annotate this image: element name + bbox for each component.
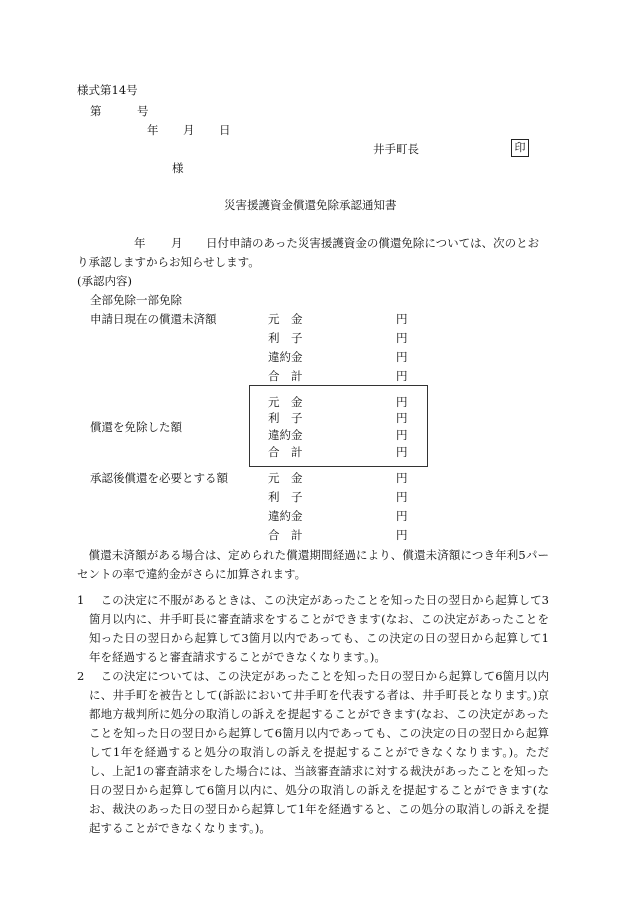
row-label: 違約金 (268, 350, 303, 364)
row-label: 元 金 (268, 471, 303, 485)
row-unit: 円 (396, 509, 408, 523)
row-label: 違約金 (268, 509, 303, 523)
row-label: 元 金 (268, 312, 303, 326)
group-label-outstanding: 申請日現在の償還未済額 (90, 312, 217, 326)
note-text: この決定については、この決定があったことを知った日の翌日から起算して6箇月以内に、井手町を被告として(訴訟において井手町を代表する者は、井手町長となります。)京都地方裁判所に処分の取消しの訴えを提起することができます(なお、この決定があったことを知った日の翌日から起算して6箇月以内であっても、この決定の日の翌日から起算して1年を経過すると処分の取消しの訴えを提起することができなくなります。)。ただし、上記1の審査請求をした場合には、当該審査請求に対する裁決があったことを知った日の翌日から起算して6箇月以内に、処分の取消しの訴えを提起することができます(なお、裁決のあった日の翌日から起算して1年を経過すると、この処分の取消しの訴えを提起することができなくなります。)。 (89, 669, 549, 835)
date-month: 月 (183, 123, 195, 137)
row-label: 利 子 (268, 490, 303, 504)
row-unit: 円 (396, 411, 408, 425)
doc-number-prefix: 第 (90, 104, 102, 118)
row-unit: 円 (396, 369, 408, 383)
row-label: 元 金 (268, 395, 303, 409)
seal-mark: 印 (511, 139, 529, 157)
row-label: 合 計 (268, 445, 303, 459)
row-unit: 円 (396, 395, 408, 409)
date-year: 年 (147, 123, 159, 137)
row-label: 合 計 (268, 528, 303, 542)
note-number: 1 (77, 593, 85, 607)
row-unit: 円 (396, 312, 408, 326)
row-unit: 円 (396, 331, 408, 345)
sender-name: 井手町長 (373, 142, 419, 156)
intro-year: 年 (134, 236, 146, 250)
row-label: 合 計 (268, 369, 303, 383)
intro-line-2: り承認しますからお知らせします。 (77, 255, 260, 269)
intro-month: 月 (171, 236, 183, 250)
doc-number-suffix: 号 (137, 104, 149, 118)
row-unit: 円 (396, 445, 408, 459)
row-unit: 円 (396, 350, 408, 364)
section-header: (承認内容) (77, 274, 132, 288)
document-title: 災害援護資金償還免除承認通知書 (224, 198, 397, 212)
note-number: 2 (77, 669, 85, 683)
row-unit: 円 (396, 528, 408, 542)
exemption-type: 全部免除一部免除 (90, 293, 182, 307)
penalty-note: 償還未済額がある場合は、定められた償還期間経過により、償還未済額につき年利5パーセントの率で違約金がさらに加算されます。 (77, 548, 549, 581)
note-text: この決定に不服があるときは、この決定があったことを知った日の翌日から起算して3箇月以内に、井手町長に審査請求をすることができます(なお、この決定があったことを知った日の翌日から起算して3箇月以内であっても、この決定の日の翌日から起算して1年を経過すると審査請求することができなくなります。)。 (89, 593, 549, 664)
intro-line-1: 日付申請のあった災害援護資金の償還免除については、次のとお (206, 236, 540, 250)
addressee-suffix: 様 (172, 161, 184, 175)
form-number: 様式第14号 (77, 83, 138, 97)
row-label: 利 子 (268, 411, 303, 425)
row-unit: 円 (396, 490, 408, 504)
group-label-required: 承認後償還を必要とする額 (90, 471, 228, 485)
group-label-exempted: 償還を免除した額 (90, 420, 182, 434)
row-unit: 円 (396, 471, 408, 485)
date-day: 日 (219, 123, 231, 137)
row-label: 違約金 (268, 428, 303, 442)
row-label: 利 子 (268, 331, 303, 345)
row-unit: 円 (396, 428, 408, 442)
